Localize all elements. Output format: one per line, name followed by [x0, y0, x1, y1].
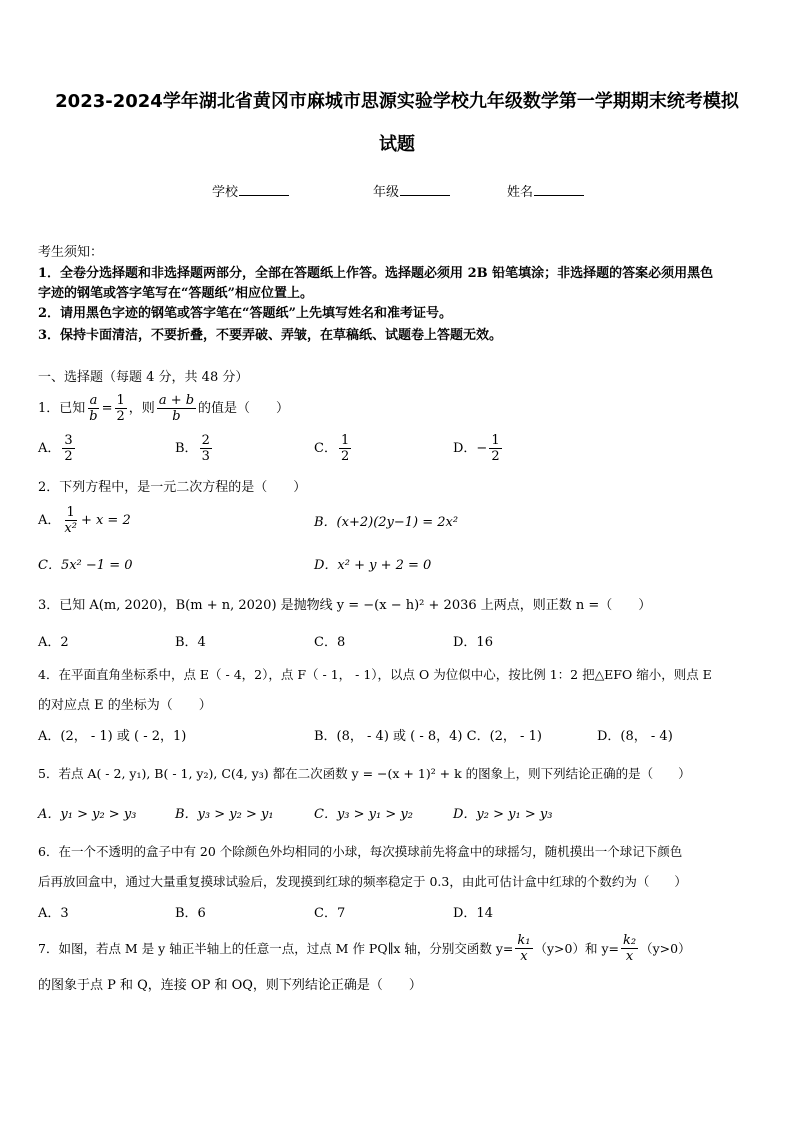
q7-frac-k2: $\frac{\text{k₂}}{x}$ — [623, 933, 637, 964]
question-5: 5．若点 A( - 2, y₁), B( - 1, y₂), C(4, y₃) 都在二次函数 y = −(x + 1)² + k 的图象上，则下列结论正确的是（ ） — [38, 766, 691, 781]
q7-pre: 7．如图，若点 M 是 y 轴正半轴上的任意一点，过点 M 作 PQ∥x 轴，分别交函数 y= — [38, 940, 514, 956]
name-field — [507, 181, 584, 200]
q1-frac-half: $\frac{1}{2}$ — [116, 393, 125, 424]
q1-option-c: C． $\frac{1}{2}$ — [314, 433, 350, 464]
question-3: 3．已知 A(m, 2020)，B(m + n, 2020) 是抛物线 y = −(x − h)² + 2036 上两点，则正数 n =（ ） — [38, 598, 652, 613]
name-label: 姓名 — [507, 185, 534, 200]
question-4-line2: 的对应点 E 的坐标为（ ） — [38, 698, 212, 713]
q4-option-a: A．(2， - 1) 或 ( - 2，1) — [38, 729, 187, 744]
grade-label: 年级 — [373, 185, 400, 200]
q6-option-d: D．14 — [453, 906, 493, 921]
question-6-line2: 后再放回盒中，通过大量重复摸球试验后，发现摸到红球的频率稳定于 0.3，由此可估计盒中红球的个数约为（ ） — [38, 874, 687, 889]
grade-field — [373, 181, 450, 200]
question-7-line2: 的图象于点 P 和 Q，连接 OP 和 OQ，则下列结论正确是（ ） — [38, 978, 422, 993]
q5-option-c: C．y₃ > y₁ > y₂ — [314, 807, 413, 822]
q2-option-b: B．(x+2)(2y−1) = 2x² — [314, 515, 459, 530]
notice-item-1b: 字迹的钢笔或答字笔写在“答题纸”相应位置上。 — [38, 286, 313, 301]
q6-option-a: A．3 — [38, 906, 69, 921]
q7-mid: （y>0）和 y= — [534, 940, 619, 956]
name-blank — [534, 183, 584, 196]
page-title: 2023-2024学年湖北省黄冈市麻城市思源实验学校九年级数学第一学期期末统考模拟 — [55, 91, 739, 112]
q1-option-d: D．− $\frac{1}{2}$ — [453, 433, 500, 464]
notice-heading: 考生须知： — [38, 245, 104, 260]
q5-option-b: B．y₃ > y₂ > y₁ — [175, 807, 274, 822]
q1-post: 的值是（ ） — [198, 400, 290, 416]
notice-item-2: 2．请用黑色字迹的钢笔或答字笔在“答题纸”上先填写姓名和准考证号。 — [38, 306, 453, 321]
question-7-line1 — [38, 933, 691, 964]
q4-option-bc: B．(8， - 4) 或 ( - 8，4) C．(2， - 1) — [314, 729, 542, 744]
q6-option-c: C．7 — [314, 906, 346, 921]
question-6-line1: 6．在一个不透明的盒子中有 20 个除颜色外均相同的小球，每次摸球前先将盒中的球摇匀，随机摸出一个球记下颜色 — [38, 844, 683, 859]
question-2: 2．下列方程中，是一元二次方程的是（ ） — [38, 480, 307, 495]
q7-frac-k1: $\frac{\text{k₁}}{x}$ — [517, 933, 531, 964]
school-label: 学校 — [212, 185, 239, 200]
section-heading: 一、选择题（每题 4 分，共 48 分） — [38, 370, 249, 385]
q2-option-a: A． $\frac{1}{\text{x²}}$ + x = 2 — [38, 505, 131, 536]
q1-frac-a-b: $\frac{a}{b}$ — [89, 393, 98, 424]
question-4-line1: 4．在平面直角坐标系中，点 E（ - 4，2），点 F（ - 1， - 1），以点 O 为位似中心，按比例 1：2 把△EFO 缩小，则点 E — [38, 667, 712, 682]
q3-option-b: B．4 — [175, 635, 206, 650]
q5-option-a: A．y₁ > y₂ > y₃ — [38, 807, 137, 822]
school-field — [212, 181, 289, 200]
grade-blank — [400, 183, 450, 196]
notice-item-1a: 1．全卷分选择题和非选择题两部分，全部在答题纸上作答。选择题必须用 2B 铅笔填涂；非选择题的答案必须用黑色 — [38, 266, 714, 281]
q1-pre: 1．已知 — [38, 400, 86, 416]
q1-option-b: B． $\frac{2}{3}$ — [175, 433, 210, 464]
q2-option-d: D．x² + y + 2 = 0 — [314, 558, 432, 573]
q1-option-a: A． $\frac{3}{2}$ — [38, 433, 73, 464]
q3-option-a: A．2 — [38, 635, 69, 650]
q6-option-b: B．6 — [175, 906, 206, 921]
school-blank — [239, 183, 289, 196]
question-1 — [38, 393, 289, 424]
q4-option-d: D．(8， - 4) — [597, 729, 673, 744]
q5-option-d: D．y₂ > y₁ > y₃ — [453, 807, 553, 822]
notice-item-3: 3．保持卡面清洁，不要折叠，不要弄破、弄皱，在草稿纸、试题卷上答题无效。 — [38, 328, 503, 343]
q7-post: （y>0） — [640, 940, 691, 956]
q2-option-c: C．5x² −1 = 0 — [38, 558, 133, 573]
page-title-line2: 试题 — [379, 134, 415, 155]
q1-frac-apb-b: $\frac{a + b}{b}$ — [158, 393, 195, 424]
q1-eq: = — [101, 400, 113, 416]
q1-mid: ，则 — [128, 400, 155, 416]
q3-option-c: C．8 — [314, 635, 346, 650]
q3-option-d: D．16 — [453, 635, 493, 650]
